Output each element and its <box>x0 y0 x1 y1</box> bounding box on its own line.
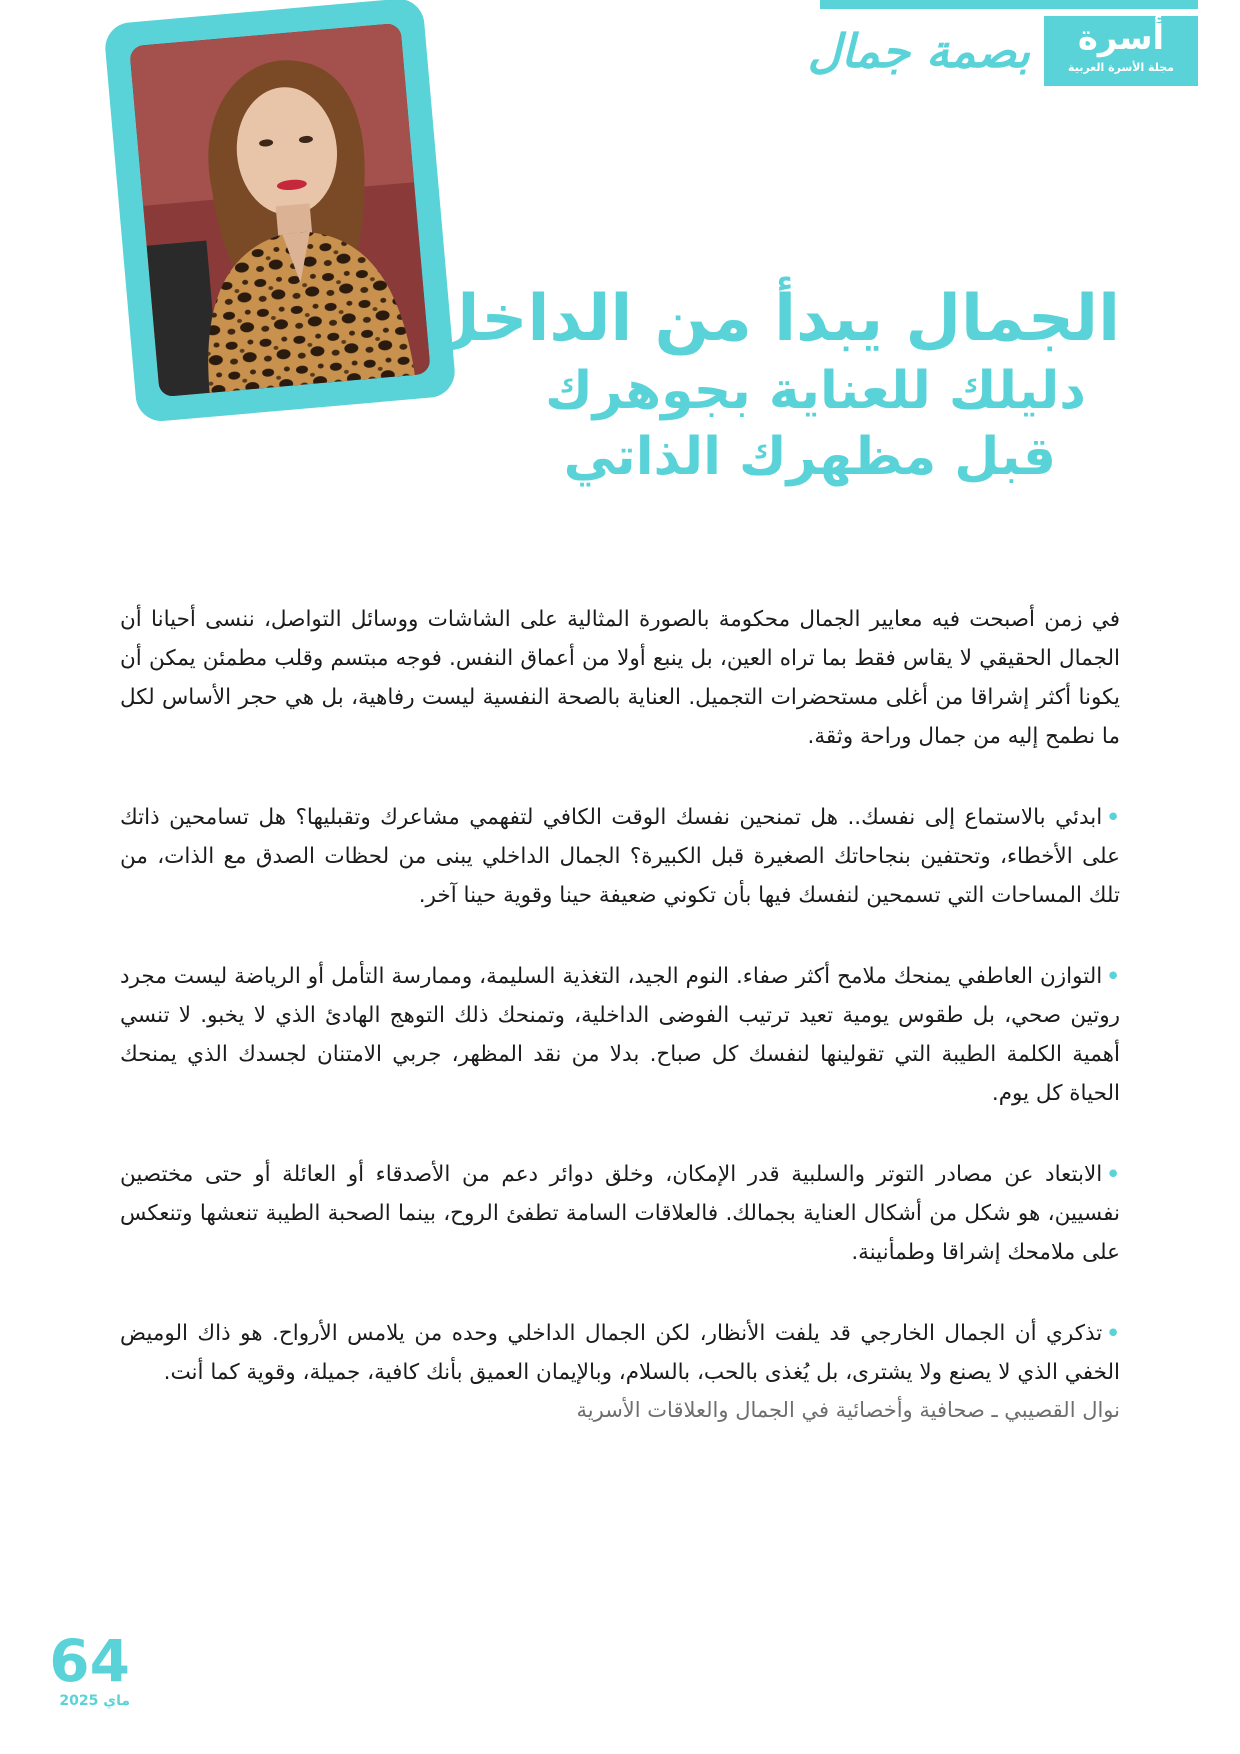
logo-word: أسرة <box>1077 18 1165 58</box>
intro-paragraph: في زمن أصبحت فيه معايير الجمال محكومة بالصورة المثالية على الشاشات ووسائل التواصل، ننسى أحيانا أن الجمال الحقيقي لا يقاس فقط بما تراه العين، بل ينبع أولا من أعماق النفس. فوجه مبتسم وقلب مطمئن يمكن أن يكونا أكثر إشراقا من أغلى مستحضرات التجميل. العناية بالصحة النفسية ليست رفاهية، بل هي حجر الأساس لكل ما نطمح إليه من جمال وراحة وثقة. <box>120 607 1120 749</box>
bullet-text: تذكري أن الجمال الخارجي قد يلفت الأنظار، لكن الجمال الداخلي وحده من يلامس الأرواح. هو ذاك الوميض الخفي الذي لا يصنع ولا يشترى، بل يُغذى بالحب، بالسلام، وبالإيمان العميق بأنك كافية، جميلة، وقوية كما أنت. <box>120 1321 1120 1385</box>
portrait-frame <box>103 0 457 423</box>
bullet-text: الابتعاد عن مصادر التوتر والسلبية قدر الإمكان، وخلق دوائر دعم من الأصدقاء أو العائلة أو حتى مختصين نفسيين، هو شكل من أشكال العناية بجمالك. فالعلاقات السامة تطفئ الروح، بينما الصحبة الطيبة تنعشها وتنعكس على ملامحك إشراقا وطمأنينة. <box>120 1162 1120 1265</box>
bullet-dot-icon: • <box>1106 1162 1120 1187</box>
magazine-logo <box>1044 16 1198 86</box>
article-headline <box>420 280 1120 490</box>
article-body <box>120 600 1120 1428</box>
bullet-paragraph <box>120 1314 1120 1392</box>
header-accent-line <box>820 0 1198 9</box>
page-number-block <box>20 1627 130 1710</box>
logo-subtitle: مجلة الأسرة العربية <box>1068 61 1174 74</box>
magazine-header <box>807 0 1198 88</box>
bullet-paragraph <box>120 957 1120 1113</box>
author-byline: نوال القصيبي ـ صحافية وأخصائية في الجمال والعلاقات الأسرية <box>576 1398 1120 1422</box>
bullet-paragraph <box>120 1155 1120 1272</box>
bullet-dot-icon: • <box>1106 964 1120 989</box>
headline-line-3: قبل مظهرك الذاتي <box>563 427 1056 487</box>
author-portrait <box>129 23 431 397</box>
section-label: بصمة جمال <box>807 24 1030 78</box>
page-number: 64 <box>49 1627 130 1695</box>
headline-line-1: الجمال يبدأ من الداخل <box>424 282 1120 356</box>
issue-date: ماي 2025 <box>59 1693 130 1709</box>
bullet-dot-icon: • <box>1106 1321 1120 1346</box>
bullet-text: التوازن العاطفي يمنحك ملامح أكثر صفاء. النوم الجيد، التغذية السليمة، وممارسة التأمل أو الرياضة ليست مجرد روتين صحي، بل طقوس يومية تعيد ترتيب الفوضى الداخلية، وتمنحك ذلك التوهج الهادئ الذي لا يخبو. لا تنسي أهمية الكلمة الطيبة التي تقولينها لنفسك كل صباح. بدلا من نقد المظهر، جربي الامتنان لجسدك الذي يمنحك الحياة كل يوم. <box>120 964 1120 1106</box>
portrait-illustration <box>129 23 431 397</box>
headline-line-2: دليلك للعناية بجوهرك <box>545 361 1086 421</box>
bullet-text: ابدئي بالاستماع إلى نفسك.. هل تمنحين نفسك الوقت الكافي لتفهمي مشاعرك وتقبليها؟ هل تسامحين ذاتك على الأخطاء، وتحتفين بنجاحاتك الصغيرة قبل الكبيرة؟ الجمال الداخلي يبنى من لحظات الصدق مع الذات، من تلك المساحات التي تسمحين لنفسك فيها بأن تكوني ضعيفة حينا وقوية حينا آخر. <box>120 805 1120 908</box>
bullet-paragraph <box>120 798 1120 915</box>
bullet-dot-icon: • <box>1106 805 1120 830</box>
